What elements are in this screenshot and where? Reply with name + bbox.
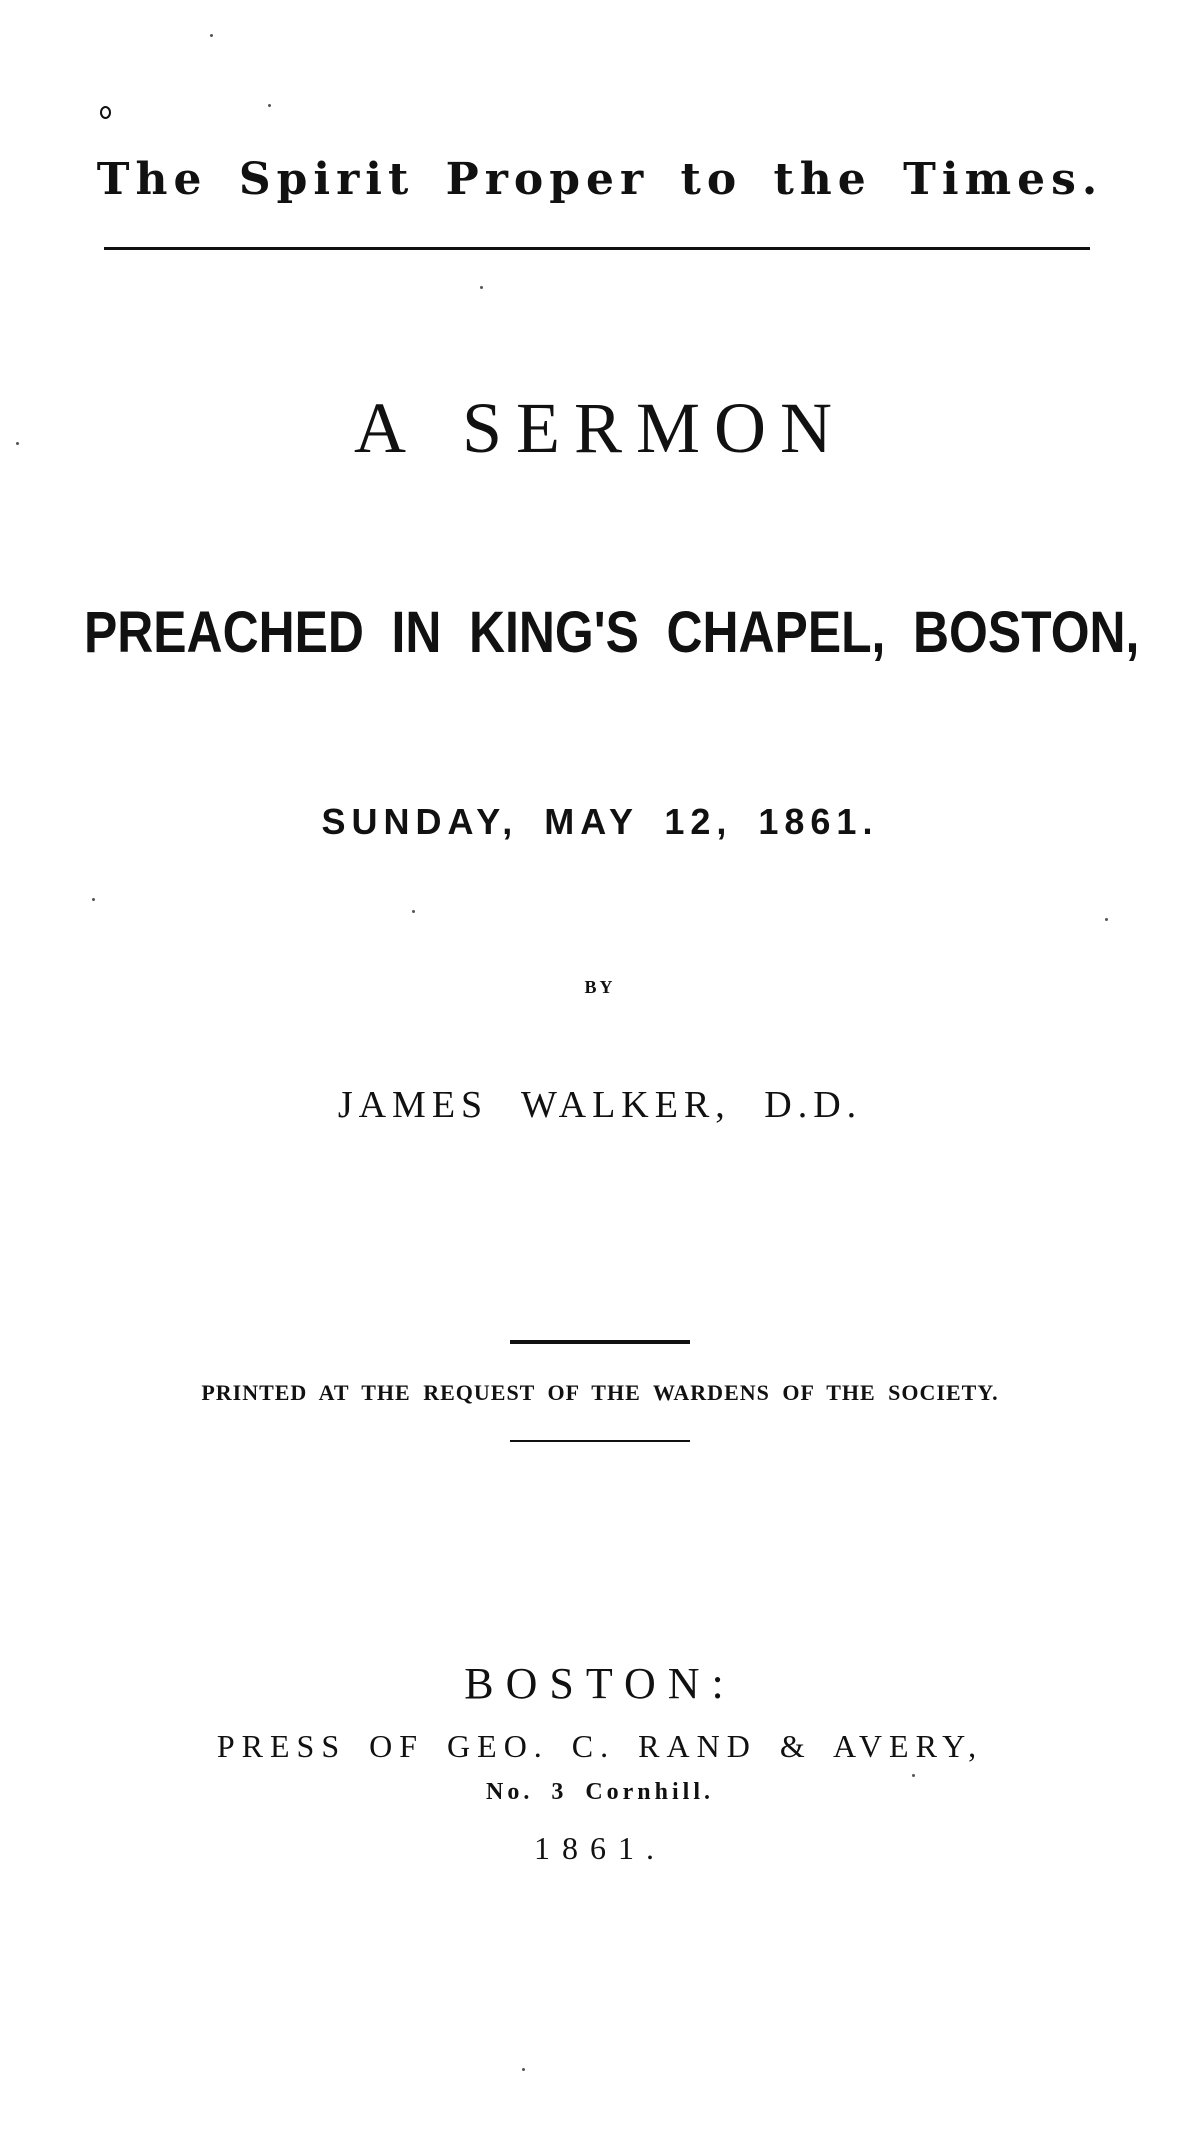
imprint-press: PRESS OF GEO. C. RAND & AVERY, [216,1728,984,1764]
scan-speck [912,1774,915,1777]
sermon-date: SUNDAY, MAY 12, 1861. [321,801,879,842]
scan-speck [268,104,271,107]
scan-speck [16,442,19,445]
series-title: The Spirit Proper to the Times. [96,154,1104,205]
header-rule [104,247,1090,250]
imprint-city: BOSTON: [464,1659,736,1708]
note-rule-bottom [510,1440,690,1442]
sermon-subheading: PREACHED IN KING'S CHAPEL, BOSTON, [84,600,1140,665]
by-line: BY [584,977,616,997]
scan-speck [210,34,213,37]
sermon-heading: A SERMON [353,388,847,468]
scan-speck [522,2068,525,2071]
scan-speck [1105,918,1108,921]
printing-note: PRINTED AT THE REQUEST OF THE WARDENS OF THE SOCIETY. [201,1380,999,1405]
scan-speck [412,910,415,913]
note-rule-top [510,1340,690,1344]
imprint-year: 1861. [534,1830,666,1866]
scan-speck [480,286,483,289]
ink-ring-mark [100,106,111,119]
imprint-address: No. 3 Cornhill. [485,1779,714,1805]
author-name: JAMES WALKER, D.D. [337,1084,863,1126]
scan-speck [92,898,95,901]
